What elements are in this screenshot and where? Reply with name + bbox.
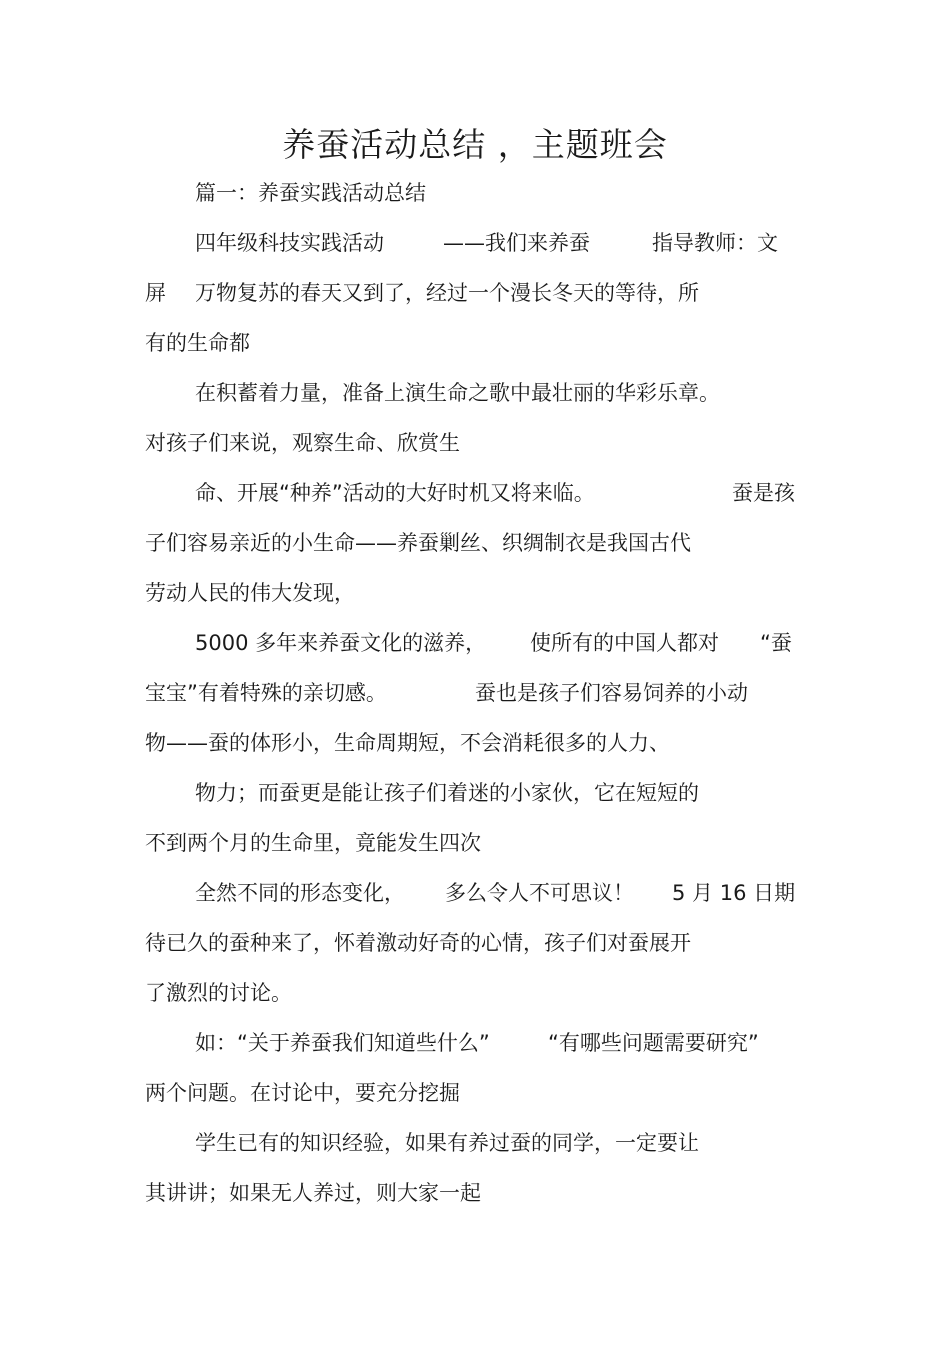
text-segment: 蚕是孩 (732, 481, 795, 505)
text-segment: 如：“关于养蚕我们知道些什么” (195, 1031, 490, 1055)
text-line: 两个问题。在讨论中，要充分挖掘 (145, 1081, 460, 1105)
text-segment: 命、开展“种养”活动的大好时机又将来临。 (195, 481, 595, 505)
text-line: 了激烈的讨论。 (145, 981, 292, 1005)
text-line: 物力；而蚕更是能让孩子们着迷的小家伙，它在短短的 (195, 781, 699, 805)
text-segment: 四年级科技实践活动 (195, 231, 384, 255)
text-segment: 5000 多年来养蚕文化的滋养， (195, 631, 487, 655)
text-line: 物——蚕的体形小，生命周期短，不会消耗很多的人力、 (145, 731, 670, 755)
text-line: 其讲讲；如果无人养过，则大家一起 (145, 1181, 481, 1205)
text-line: 篇一：养蚕实践活动总结 (195, 181, 426, 205)
text-line-group (0, 1028, 950, 1058)
text-segment: 万物复苏的春天又到了，经过一个漫长冬天的等待，所 (195, 281, 699, 305)
text-line: 子们容易亲近的小生命——养蚕剿丝、织绸制衣是我国古代 (145, 531, 691, 555)
text-line-group (0, 628, 950, 658)
text-segment: 宝宝”有着特殊的亲切感。 (145, 681, 387, 705)
text-line-group (0, 878, 950, 908)
text-segment: 5 月 16 日期 (672, 881, 796, 905)
text-line-group (0, 228, 950, 258)
text-segment: “蚕 (760, 631, 792, 655)
text-segment: 屏 (145, 281, 166, 305)
text-line-group (0, 478, 950, 508)
text-line: 劳动人民的伟大发现， (145, 581, 355, 605)
text-segment: ——我们来养蚕 (443, 231, 590, 255)
text-segment: 多么令人不可思议！ (445, 881, 634, 905)
text-line: 学生已有的知识经验，如果有养过蚕的同学，一定要让 (195, 1131, 699, 1155)
text-segment: 使所有的中国人都对 (530, 631, 719, 655)
text-line-group (0, 278, 950, 308)
text-line: 待已久的蚕种来了，怀着激动好奇的心情，孩子们对蚕展开 (145, 931, 691, 955)
text-segment: 全然不同的形态变化， (195, 881, 405, 905)
document-title: 养蚕活动总结 ，主题班会 (282, 125, 668, 164)
text-segment: 蚕也是孩子们容易饲养的小动 (475, 681, 748, 705)
text-line: 不到两个月的生命里，竟能发生四次 (145, 831, 481, 855)
text-line: 在积蓄着力量，准备上演生命之歌中最壮丽的华彩乐章。 (195, 381, 720, 405)
text-segment: 指导教师：文 (652, 231, 778, 255)
text-line: 有的生命都 (145, 331, 250, 355)
text-line-group (0, 678, 950, 708)
text-segment: “有哪些问题需要研究” (548, 1031, 759, 1055)
text-line: 对孩子们来说，观察生命、欣赏生 (145, 431, 460, 455)
